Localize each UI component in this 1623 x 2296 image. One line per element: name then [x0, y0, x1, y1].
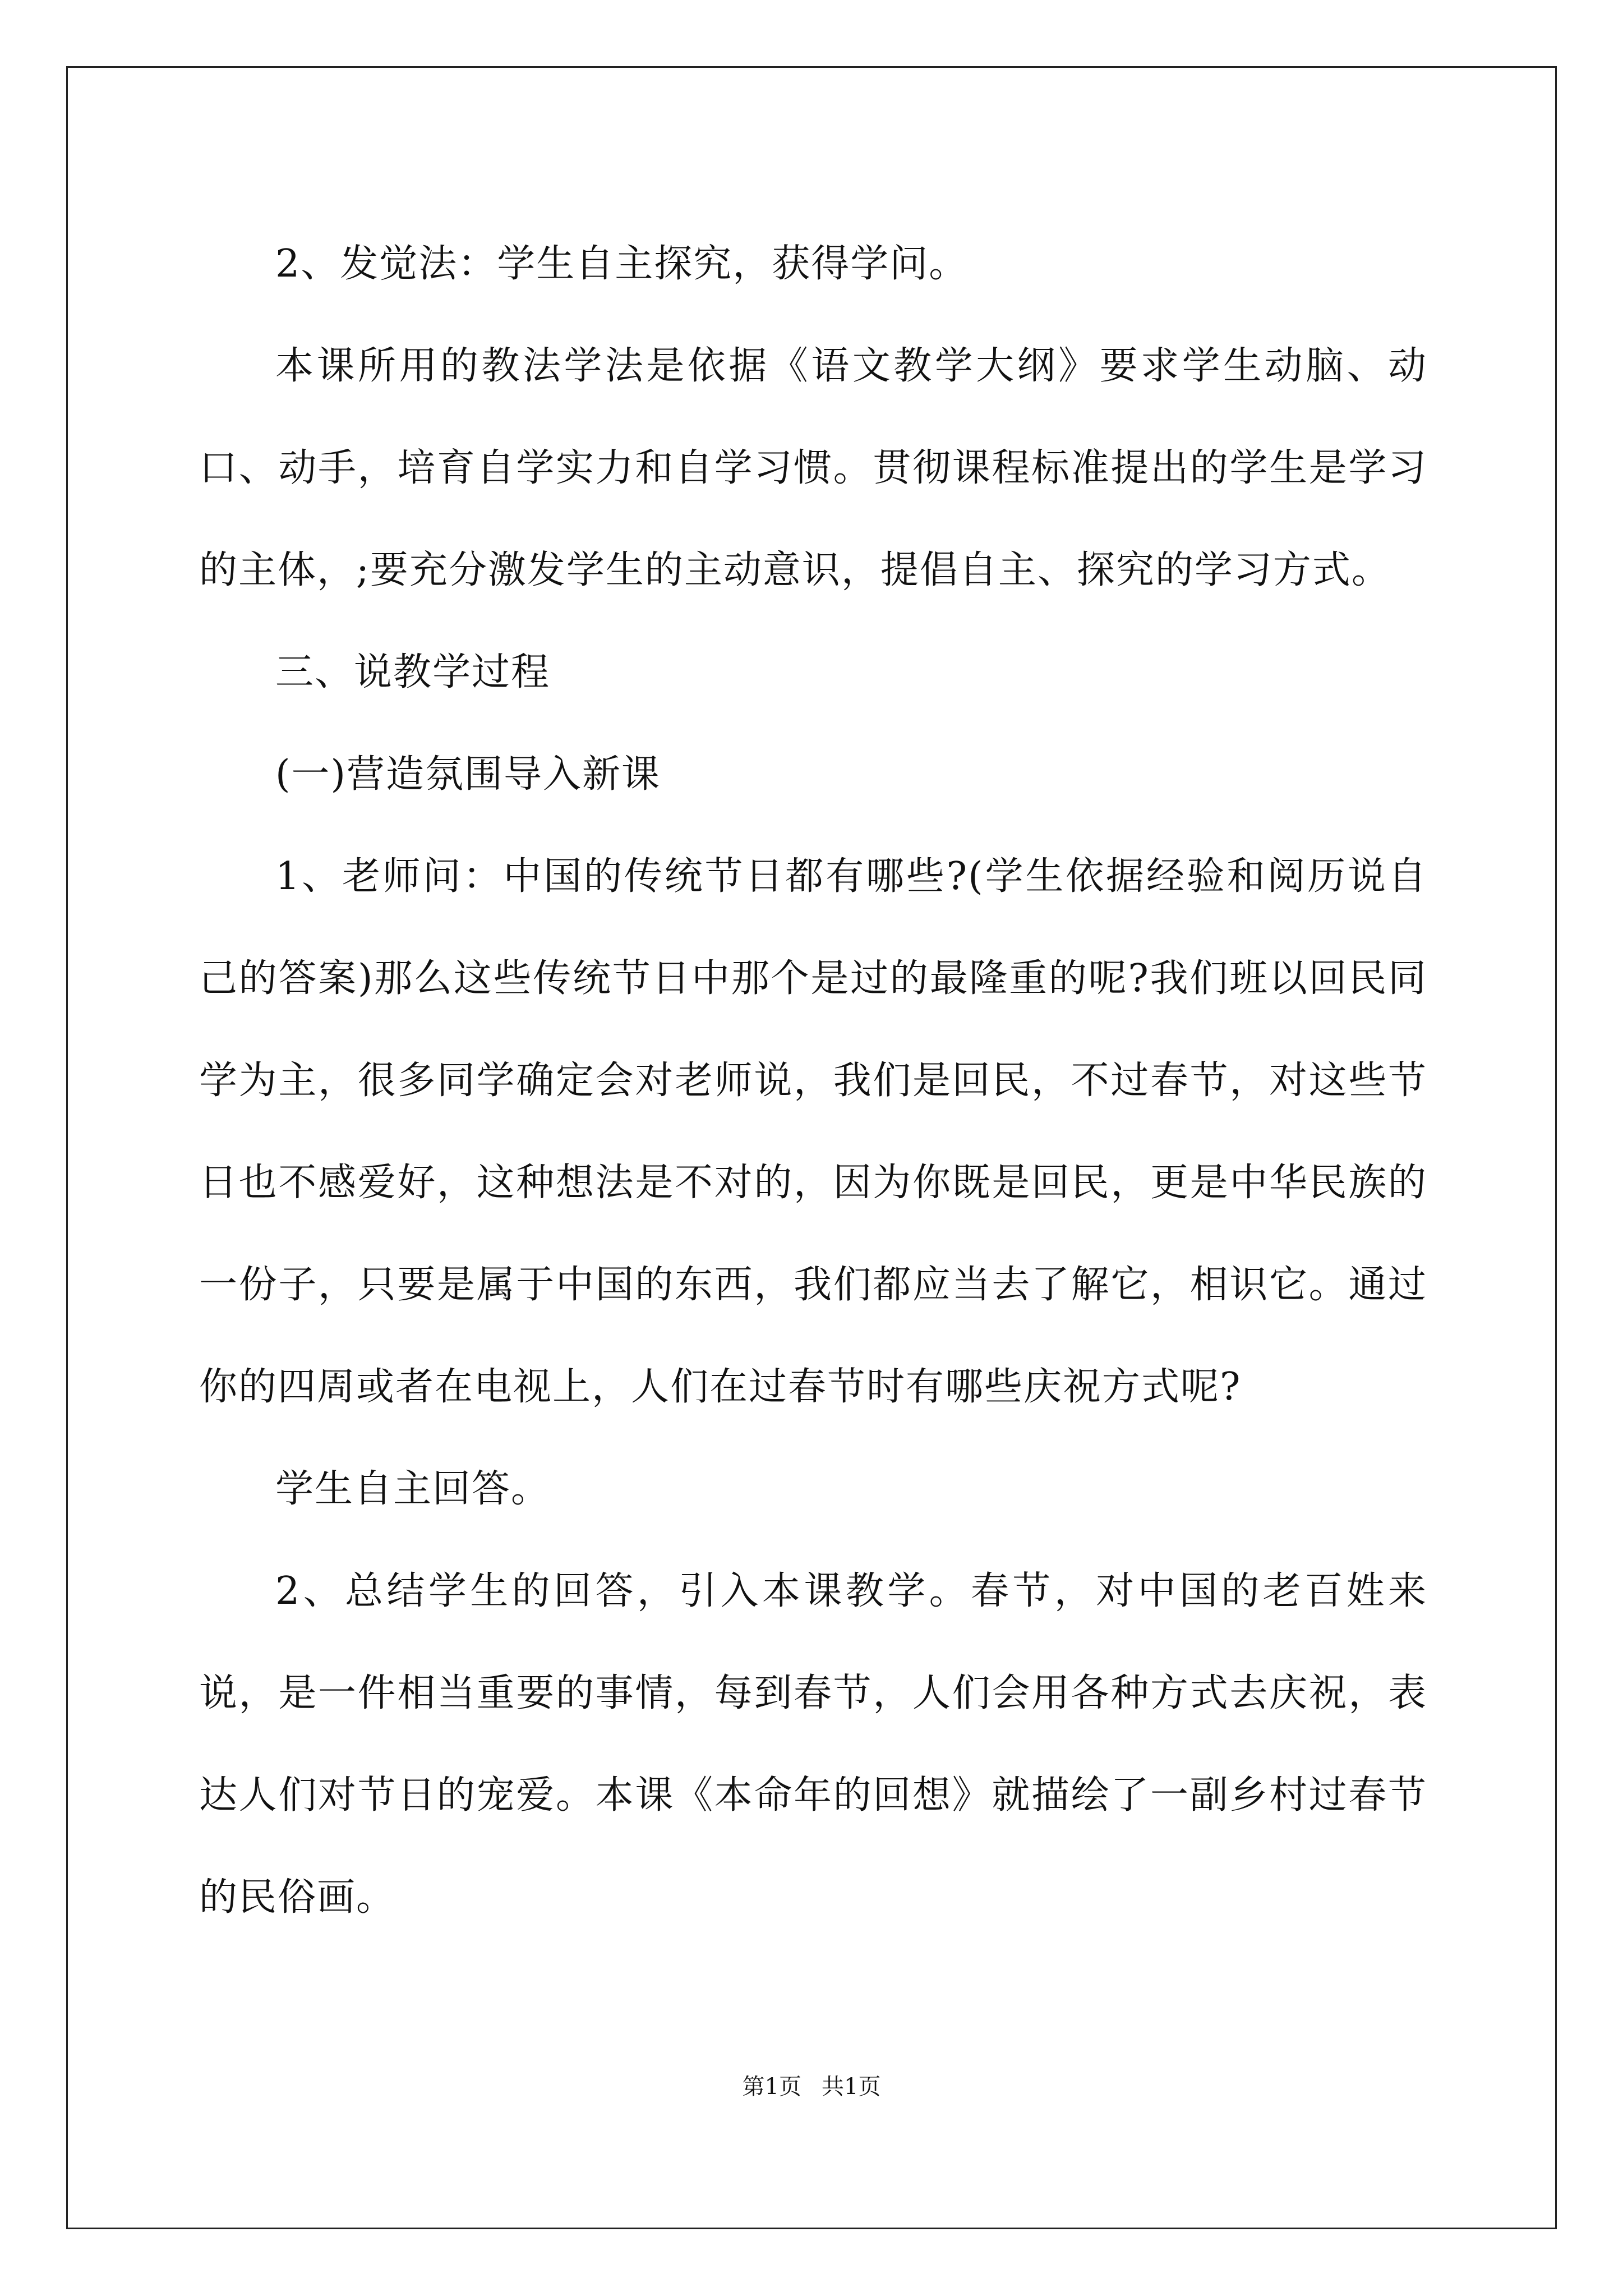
page-footer — [0, 2070, 1623, 2104]
paragraph-method: 2、发觉法：学生自主探究，获得学问。 — [275, 242, 969, 286]
paragraph-method-rationale: 本课所用的教法学法是依据《语文教学大纲》要求学生动脑、动口、动手，培育自学实力和自学习惯。贯彻课程标准提出的学生是学习的主体，;要充分激发学生的主动意识，提倡自主、探究的学习方式。 — [199, 344, 1427, 592]
paragraph-teacher-question: 1、老师问：中国的传统节日都有哪些?(学生依据经验和阅历说自己的答案)那么这些传统节日中那个是过的最隆重的呢?我们班以回民同学为主，很多同学确定会对老师说，我们是回民，不过春节，对这些节日也不感爱好，这种想法是不对的，因为你既是回民，更是中华民族的一份子，只要是属于中国的东西，我们都应当去了解它，相识它。通过你的四周或者在电视上，人们在过春节时有哪些庆祝方式呢? — [199, 854, 1427, 1409]
subsection-heading-intro: (一)营造氛围导入新课 — [275, 752, 661, 797]
paragraph-student-answer: 学生自主回答。 — [275, 1467, 551, 1511]
section-heading-teaching-process: 三、说教学过程 — [275, 650, 551, 694]
document-body — [199, 213, 1427, 1949]
page-number: 第1页 — [742, 2074, 801, 2100]
page-total: 共1页 — [822, 2074, 881, 2100]
paragraph-summary: 2、总结学生的回答，引入本课教学。春节，对中国的老百姓来说，是一件相当重要的事情，每到春节，人们会用各种方式去庆祝，表达人们对节日的宠爱。本课《本命年的回想》就描绘了一副乡村过春节的民俗画。 — [199, 1569, 1427, 1920]
